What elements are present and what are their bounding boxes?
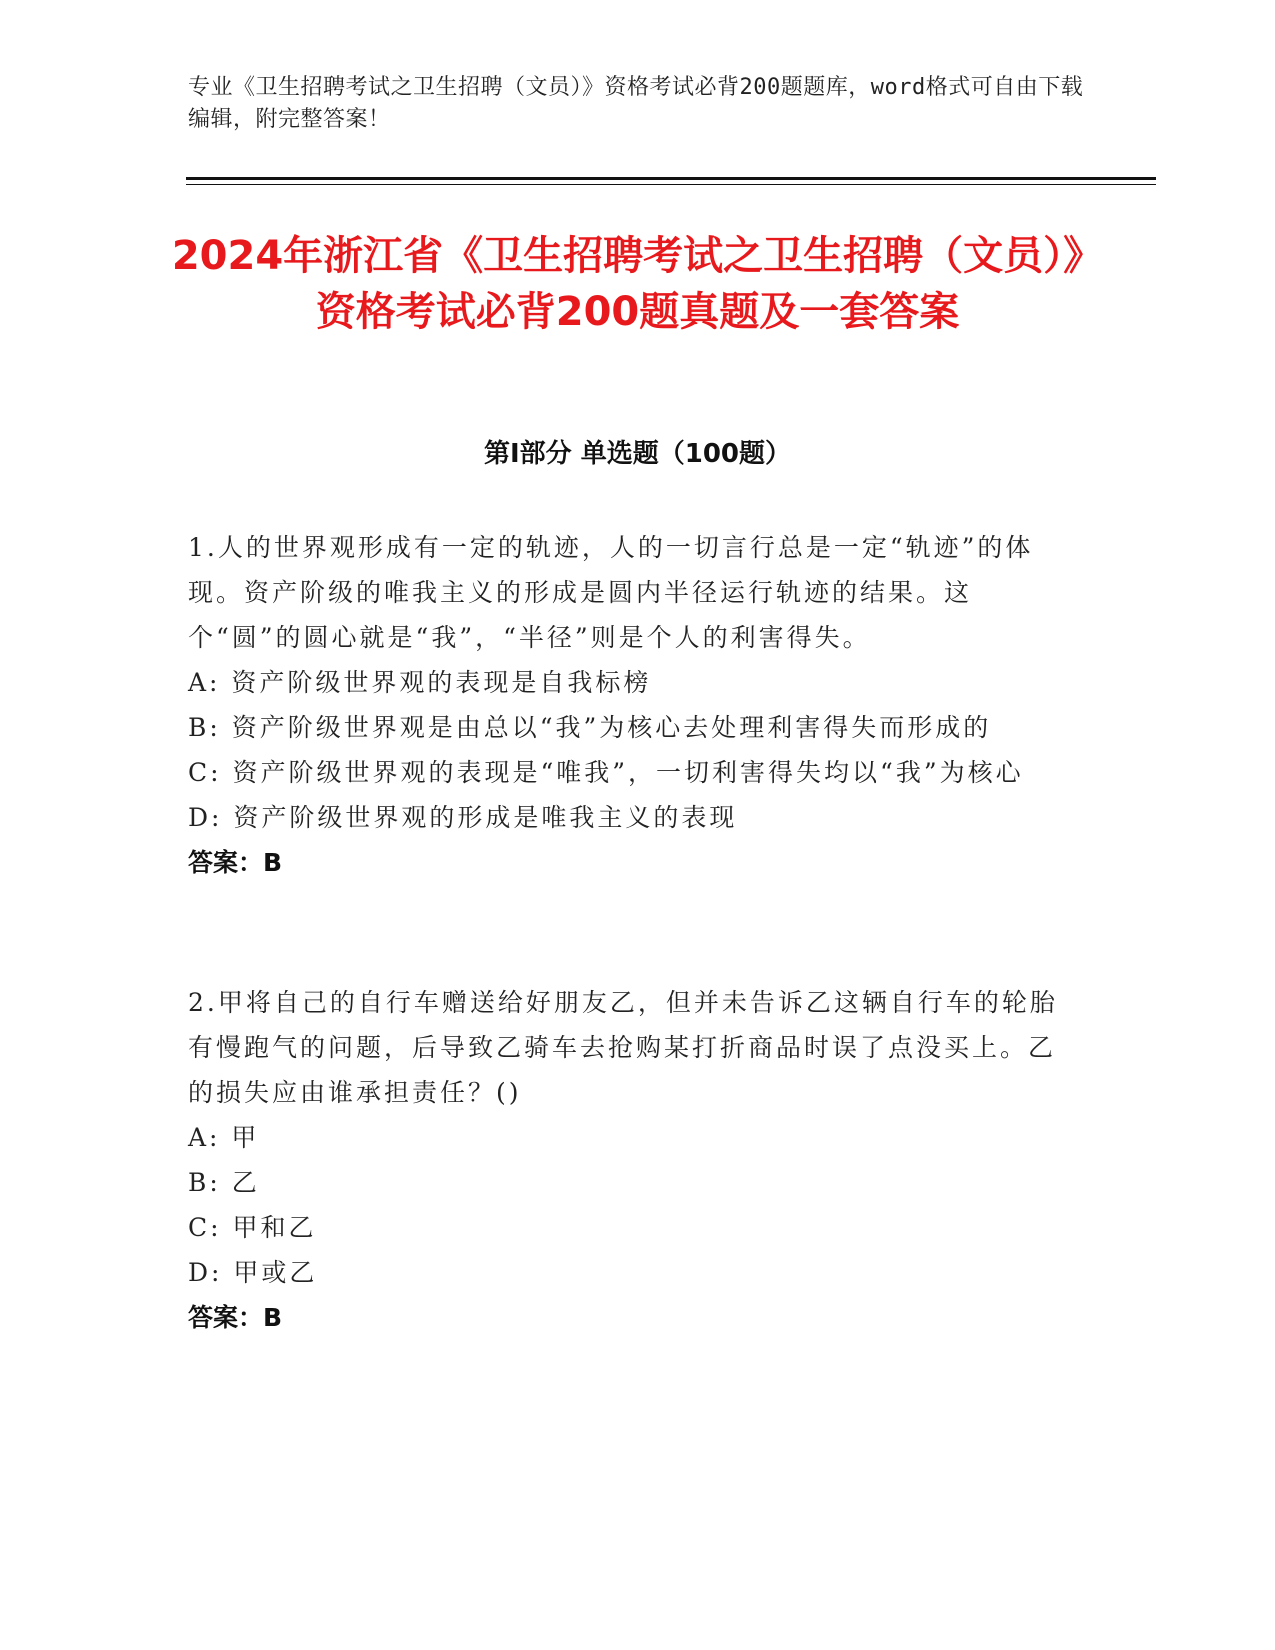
option-b: B: 资产阶级世界观是由总以“我”为核心去处理利害得失而形成的 — [188, 713, 992, 742]
answer: 答案：B — [188, 1303, 283, 1332]
question-stem: 2.甲将自己的自行车赠送给好朋友乙，但并未告诉乙这辆自行车的轮胎有慢跑气的问题，后导致乙骑车去抢购某打折商品时误了点没买上。乙的损失应由谁承担责任？() — [188, 988, 1058, 1107]
option-a: A: 资产阶级世界观的表现是自我标榜 — [188, 668, 652, 697]
option-d: D: 资产阶级世界观的形成是唯我主义的表现 — [188, 803, 738, 832]
question-2 — [188, 980, 1078, 1340]
option-d: D: 甲或乙 — [188, 1258, 318, 1287]
option-c: C: 资产阶级世界观的表现是“唯我”，一切利害得失均以“我”为核心 — [188, 758, 1024, 787]
document-title: 2024年浙江省《卫生招聘考试之卫生招聘（文员）》资格考试必背200题真题及一套答案 — [171, 233, 1104, 335]
header-note: 专业《卫生招聘考试之卫生招聘（文员）》资格考试必背200题题库，word格式可自由下载编辑，附完整答案！ — [188, 75, 1084, 132]
option-c: C: 甲和乙 — [188, 1213, 317, 1242]
option-b: B: 乙 — [188, 1168, 260, 1197]
section-title: 第Ⅰ部分 单选题（100题） — [484, 439, 791, 469]
option-a: A: 甲 — [188, 1123, 260, 1152]
header-divider-thin — [186, 184, 1156, 185]
question-1 — [188, 525, 1078, 885]
header-divider-thick — [186, 177, 1156, 180]
answer: 答案：B — [188, 848, 283, 877]
question-stem: 1.人的世界观形成有一定的轨迹，人的一切言行总是一定“轨迹”的体现。资产阶级的唯我主义的形成是圆内半径运行轨迹的结果。这个“圆”的圆心就是“我”，“半径”则是个人的利害得失。 — [188, 533, 1034, 652]
